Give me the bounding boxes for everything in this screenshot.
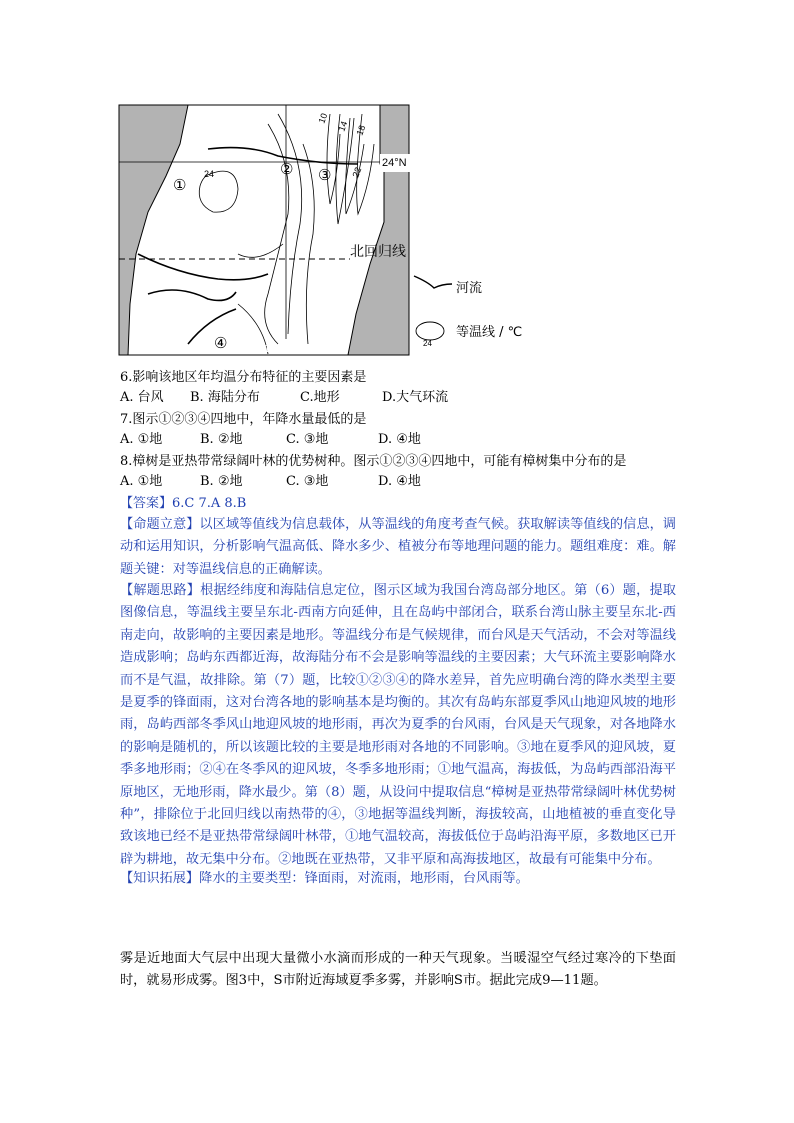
isotherm-24-label: 24 xyxy=(204,169,215,179)
isotherm-map xyxy=(118,104,410,356)
isotherm-14-label: 14 xyxy=(336,119,350,133)
q7-option-b: B. ②地 xyxy=(200,432,243,447)
point-1-label: ① xyxy=(173,176,187,194)
q6-option-b: B. 海陆分布 xyxy=(190,390,260,405)
point-4-label: ④ xyxy=(214,334,228,352)
tropic-label: 北回归线 xyxy=(350,244,406,260)
q6-options xyxy=(120,388,448,408)
next-intro-text: 雾是近地面大气层中出现大量微小水滴而形成的一种天气现象。当暖湿空气经过寒冷的下垫面时，就易形成雾。图3中，S市附近海域夏季多雾，并影响S市。据此完成9—11题。 xyxy=(120,951,676,989)
legend-iso-sample: 24 xyxy=(423,339,432,348)
q6-option-d: D.大气环流 xyxy=(382,390,449,405)
q8-option-a: A. ①地 xyxy=(120,474,163,489)
isotherm-legend-icon xyxy=(416,322,444,340)
q7-stem: 7.图示①②③④四地中，年降水量最低的是 xyxy=(120,412,367,427)
q6-option-c: C.地形 xyxy=(300,390,340,405)
q7-options xyxy=(120,430,421,450)
isotherm-10-label: 10 xyxy=(316,111,330,125)
intent-text: 【命题立意】以区域等值线为信息载体，从等温线的角度考查气候。获取解读等值线的信息，调动和运用知识，分析影响气温高低、降水多少、植被分布等地理问题的能力。题组难度：难。解题关键：对等温线信息的正确解读。 xyxy=(120,517,676,577)
point-3-label: ③ xyxy=(318,166,332,184)
q6-option-a: A. 台风 xyxy=(120,390,164,405)
q7-option-c: C. ③地 xyxy=(286,432,329,447)
isotherm-22-label: 22 xyxy=(350,165,364,179)
q7-option-a: A. ①地 xyxy=(120,432,163,447)
q8-options xyxy=(120,472,421,492)
isotherm-18-label: 18 xyxy=(354,123,368,137)
legend-isotherm-label: 等温线 / ℃ xyxy=(456,325,523,340)
extension-paragraph xyxy=(120,868,676,890)
lat-label: 24°N xyxy=(382,157,407,169)
q6-stem: 6.影响该地区年均温分布特征的主要因素是 xyxy=(120,370,367,385)
river-legend-icon xyxy=(414,276,452,288)
analysis-text: 【解题思路】根据经纬度和海陆信息定位，图示区域为我国台湾岛部分地区。第（6）题，提取图像信息，等温线主要呈东北-西南方向延伸，且在岛屿中部闭合，联系台湾山脉主要呈东北-西南走向，故影响的主要因素是地形。等温线分布是气候规律，而台风是天气活动，不会对等温线造成影响；岛屿东西都近海，故海陆分布不会是影响等温线的主要因素；大气环流主要影响降水而不是气温，故排除。第（7）题，比较①②③④的降水差异，首先应明确台湾的降水类型主要是夏季的锋面雨，这对台湾各地的影响基本是均衡的。其次有岛屿东部夏季风山地迎风坡的地形雨，岛屿西部冬季风山地迎风坡的地形雨，再次为夏季的台风雨，台风是天气现象，对各地降水的影响是随机的，所以该题比较的主要是地形雨对各地的不同影响。③地在夏季风的迎风坡，夏季多地形雨；②④在冬季风的迎风坡，冬季多地形雨；①地气温高，海拔低，为岛屿西部沿海平原地区，无地形雨，降水最少。第（8）题，从设问中提取信息“樟树是亚热带常绿阔叶林优势树种”，排除位于北回归线以南热带的④，③地据等温线判断，海拔较高，山地植被的垂直变化导致该地已经不是亚热带常绿阔叶林带，①地气温较高，海拔低位于岛屿沿海平原，多数地区已开辟为耕地，故无集中分布。②地既在亚热带，又非平原和高海拔地区，故最有可能集中分布。 xyxy=(120,583,676,867)
point-2-label: ② xyxy=(280,160,294,178)
analysis-paragraph xyxy=(120,580,676,871)
q8-stem: 8.樟树是亚热带常绿阔叶林的优势树种。图示①②③④四地中，可能有樟树集中分布的是 xyxy=(120,454,627,469)
legend-river-label: 河流 xyxy=(456,281,483,296)
q8-option-d: D. ④地 xyxy=(378,474,421,489)
extension-text: 【知识拓展】降水的主要类型：锋面雨，对流雨，地形雨，台风雨等。 xyxy=(120,871,529,886)
intent-paragraph xyxy=(120,514,676,581)
answer-line: 【答案】6.C 7.A 8.B xyxy=(120,496,247,511)
q7-option-d: D. ④地 xyxy=(378,432,421,447)
next-intro-paragraph xyxy=(120,948,676,993)
q8-option-b: B. ②地 xyxy=(200,474,243,489)
lon-label: 121°E xyxy=(264,343,295,355)
map-legend xyxy=(412,270,532,350)
q8-option-c: C. ③地 xyxy=(286,474,329,489)
